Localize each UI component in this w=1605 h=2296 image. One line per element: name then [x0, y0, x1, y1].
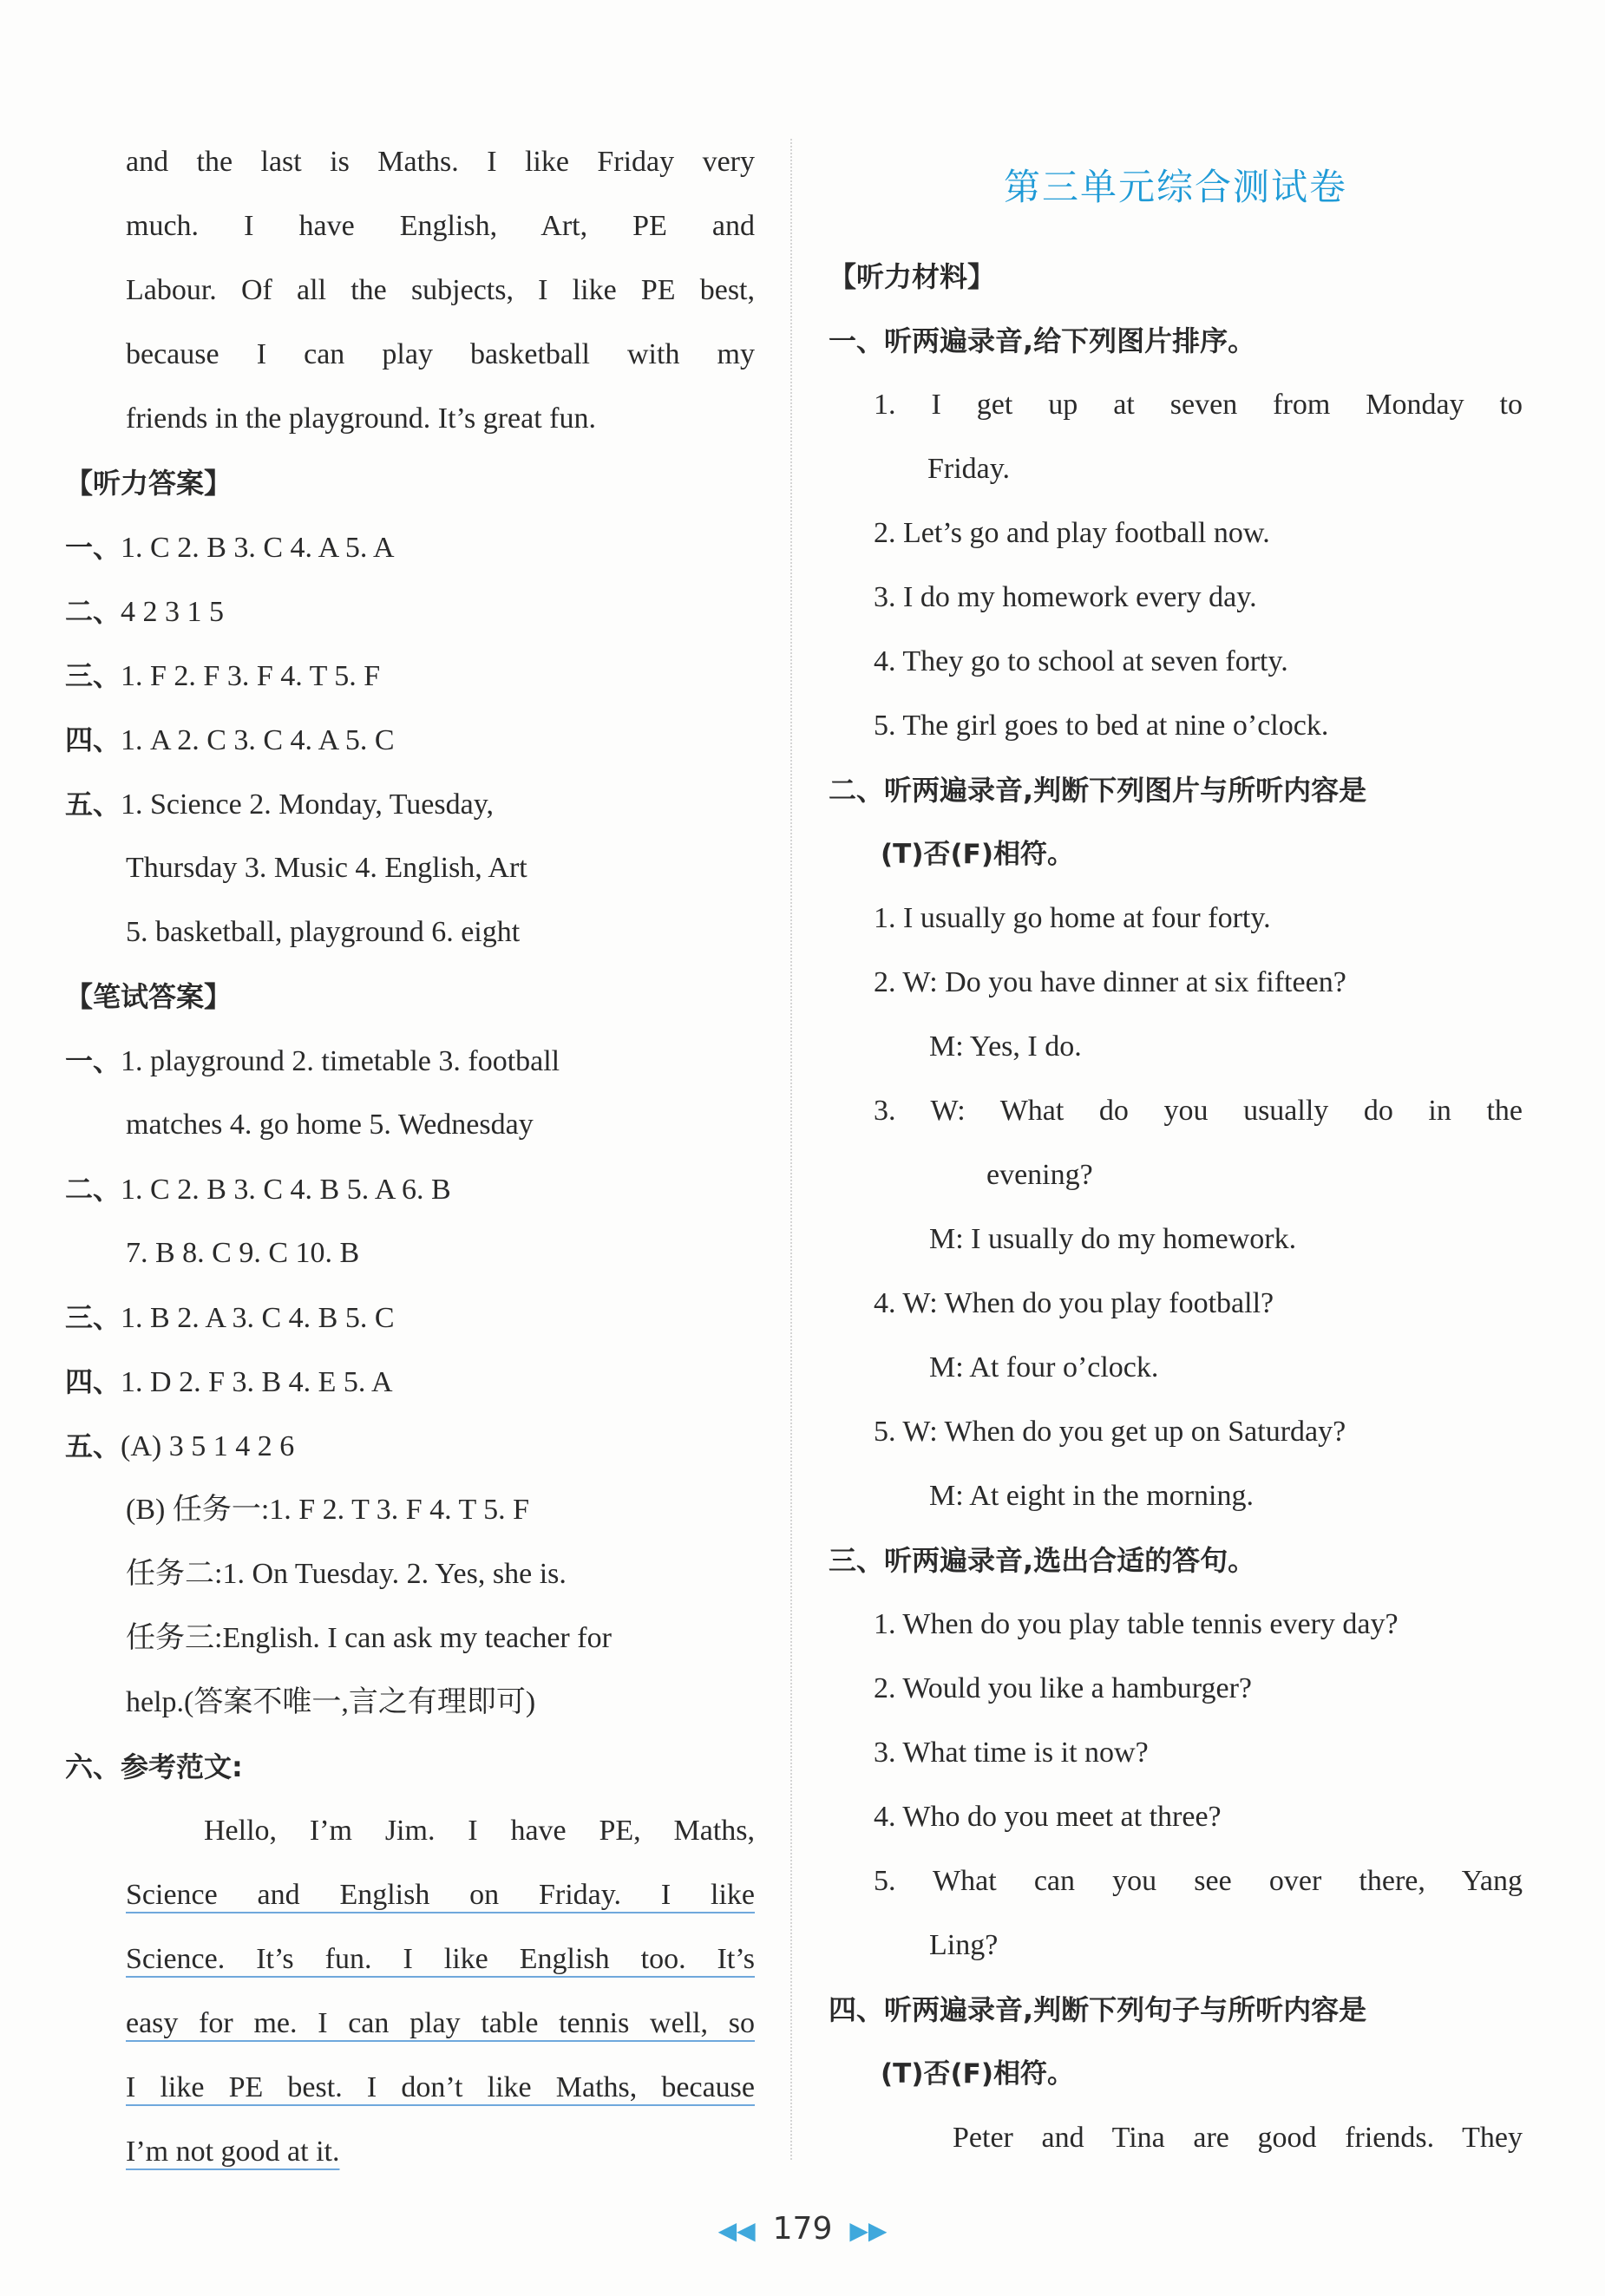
s2-item: 4. W: When do you play football? [874, 1287, 1274, 1319]
written-answers-heading: 【笔试答案】 [65, 980, 233, 1013]
part-marker: 五、 [65, 1429, 121, 1462]
s1-item: 5. The girl goes to bed at nine o’clock. [874, 710, 1329, 742]
answer-text: (A) 3 5 1 4 2 6 [121, 1430, 295, 1462]
wa-part-2-line: 7. B 8. C 9. C 10. B [126, 1237, 360, 1269]
section-2-heading: 二、听两遍录音,判断下列图片与所听内容是 [829, 774, 1367, 807]
page-number: 179 [772, 2211, 833, 2247]
left-column [65, 130, 755, 2184]
section-1-heading: 一、听两遍录音,给下列图片排序。 [829, 324, 1256, 357]
la-part-5-line: 5. basketball, playground 6. eight [126, 916, 521, 948]
s1-item: 3. I do my homework every day. [874, 581, 1257, 613]
wa-part-5-line: help.(答案不唯一,言之有理即可) [126, 1686, 536, 1718]
wa-part-5 [65, 1414, 755, 1478]
essay-line: Hello, I’m Jim. I have PE, Maths, [204, 1815, 755, 1847]
essay-line: Science and English on Friday. I like [126, 1879, 755, 1911]
la-part-2 [65, 579, 755, 644]
right-column [829, 130, 1523, 2170]
s3-item: 3. What time is it now? [874, 1737, 1149, 1769]
la-part-1 [65, 515, 755, 579]
part-marker: 四、 [65, 1365, 121, 1398]
essay-line: I’m not good at it. [126, 2136, 340, 2168]
la-part-5-line: Thursday 3. Music 4. English, Art [126, 852, 527, 884]
s4-passage-line: Peter and Tina are good friends. They [953, 2122, 1523, 2154]
column-divider [790, 139, 792, 2160]
wa-part-1-line: matches 4. go home 5. Wednesday [126, 1109, 534, 1141]
answer-text: 1. Science 2. Monday, Tuesday, [121, 788, 495, 821]
intro-line: because I can play basketball with my [126, 338, 755, 370]
intro-line: friends in the playground. It’s great fun. [126, 402, 596, 435]
s2-item: 3. W: What do you usually do in the [874, 1095, 1523, 1127]
section-4-heading: 四、听两遍录音,判断下列句子与所听内容是 [829, 1993, 1367, 2026]
s2-response: M: I usually do my homework. [929, 1223, 1297, 1255]
section-3-heading: 三、听两遍录音,选出合适的答句。 [829, 1544, 1256, 1577]
part-marker: 四、 [65, 723, 121, 756]
wa-part-4 [65, 1350, 755, 1414]
s3-item: 4. Who do you meet at three? [874, 1801, 1222, 1833]
section-2-heading-cont: (T)否(F)相符。 [881, 839, 1074, 870]
wa-part-5-line: (B) 任务一:1. F 2. T 3. F 4. T 5. F [126, 1494, 530, 1526]
s3-item-cont: Ling? [929, 1929, 999, 1961]
s2-item: 1. I usually go home at four forty. [874, 902, 1271, 934]
wa-part-1 [65, 1029, 755, 1093]
page-footer [0, 2203, 1605, 2255]
wa-part-5-line: 任务三:English. I can ask my teacher for [126, 1622, 612, 1654]
materials-heading: 【听力材料】 [829, 260, 996, 293]
s1-item-cont: Friday. [927, 453, 1011, 485]
s1-item: 4. They go to school at seven forty. [874, 645, 1288, 677]
part-marker: 三、 [65, 1301, 121, 1334]
s1-item: 2. Let’s go and play football now. [874, 517, 1270, 549]
s2-response: M: At eight in the morning. [929, 1480, 1254, 1512]
s1-item: 1. I get up at seven from Monday to [874, 389, 1523, 421]
intro-line: much. I have English, Art, PE and [126, 210, 755, 242]
s2-response: M: Yes, I do. [929, 1030, 1082, 1063]
intro-line: Labour. Of all the subjects, I like PE best, [126, 274, 755, 306]
answer-text: 1. B 2. A 3. C 4. B 5. C [121, 1302, 395, 1334]
intro-paragraph [126, 130, 755, 451]
wa-part-5-line: 任务二:1. On Tuesday. 2. Yes, she is. [126, 1558, 567, 1590]
part-marker: 一、 [65, 531, 121, 564]
part-marker: 三、 [65, 659, 121, 692]
answer-text: 1. C 2. B 3. C 4. A 5. A [121, 532, 395, 564]
s2-item: 2. W: Do you have dinner at six fifteen? [874, 966, 1346, 998]
double-left-arrow-icon: ◀◀ [717, 2216, 756, 2245]
answer-text: 1. D 2. F 3. B 4. E 5. A [121, 1366, 393, 1398]
answer-text: 1. playground 2. timetable 3. football [121, 1045, 560, 1077]
s3-item: 5. What can you see over there, Yang [874, 1865, 1523, 1897]
la-part-3 [65, 644, 755, 708]
answer-text: 4 2 3 1 5 [121, 596, 225, 628]
part-marker: 二、 [65, 1173, 121, 1206]
part-marker: 五、 [65, 788, 121, 821]
intro-line: and the last is Maths. I like Friday very [126, 146, 755, 178]
essay-line: easy for me. I can play table tennis well, so [126, 2007, 755, 2039]
essay-line: I like PE best. I don’t like Maths, because [126, 2071, 755, 2103]
s3-item: 1. When do you play table tennis every day? [874, 1608, 1399, 1640]
part-marker: 一、 [65, 1044, 121, 1077]
essay-line: Science. It’s fun. I like English too. It’s [126, 1943, 755, 1975]
section-4-heading-cont: (T)否(F)相符。 [881, 2058, 1074, 2090]
sample-essay-heading: 六、参考范文: [65, 1750, 243, 1783]
answer-text: 1. C 2. B 3. C 4. B 5. A 6. B [121, 1174, 451, 1206]
answer-text: 1. F 2. F 3. F 4. T 5. F [121, 660, 381, 692]
sample-essay [126, 1799, 755, 2184]
listening-answers-heading: 【听力答案】 [65, 467, 233, 500]
double-right-arrow-icon: ▶▶ [849, 2216, 888, 2245]
la-part-4 [65, 708, 755, 772]
wa-part-3 [65, 1285, 755, 1350]
answer-text: 1. A 2. C 3. C 4. A 5. C [121, 724, 395, 756]
s3-item: 2. Would you like a hamburger? [874, 1672, 1253, 1704]
s2-item: 5. W: When do you get up on Saturday? [874, 1416, 1346, 1448]
test-title: 第三单元综合测试卷 [1003, 166, 1347, 208]
part-marker: 二、 [65, 595, 121, 628]
s2-response: M: At four o’clock. [929, 1351, 1159, 1383]
wa-part-2 [65, 1157, 755, 1221]
s2-item-cont: evening? [986, 1159, 1093, 1191]
la-part-5 [65, 772, 755, 836]
